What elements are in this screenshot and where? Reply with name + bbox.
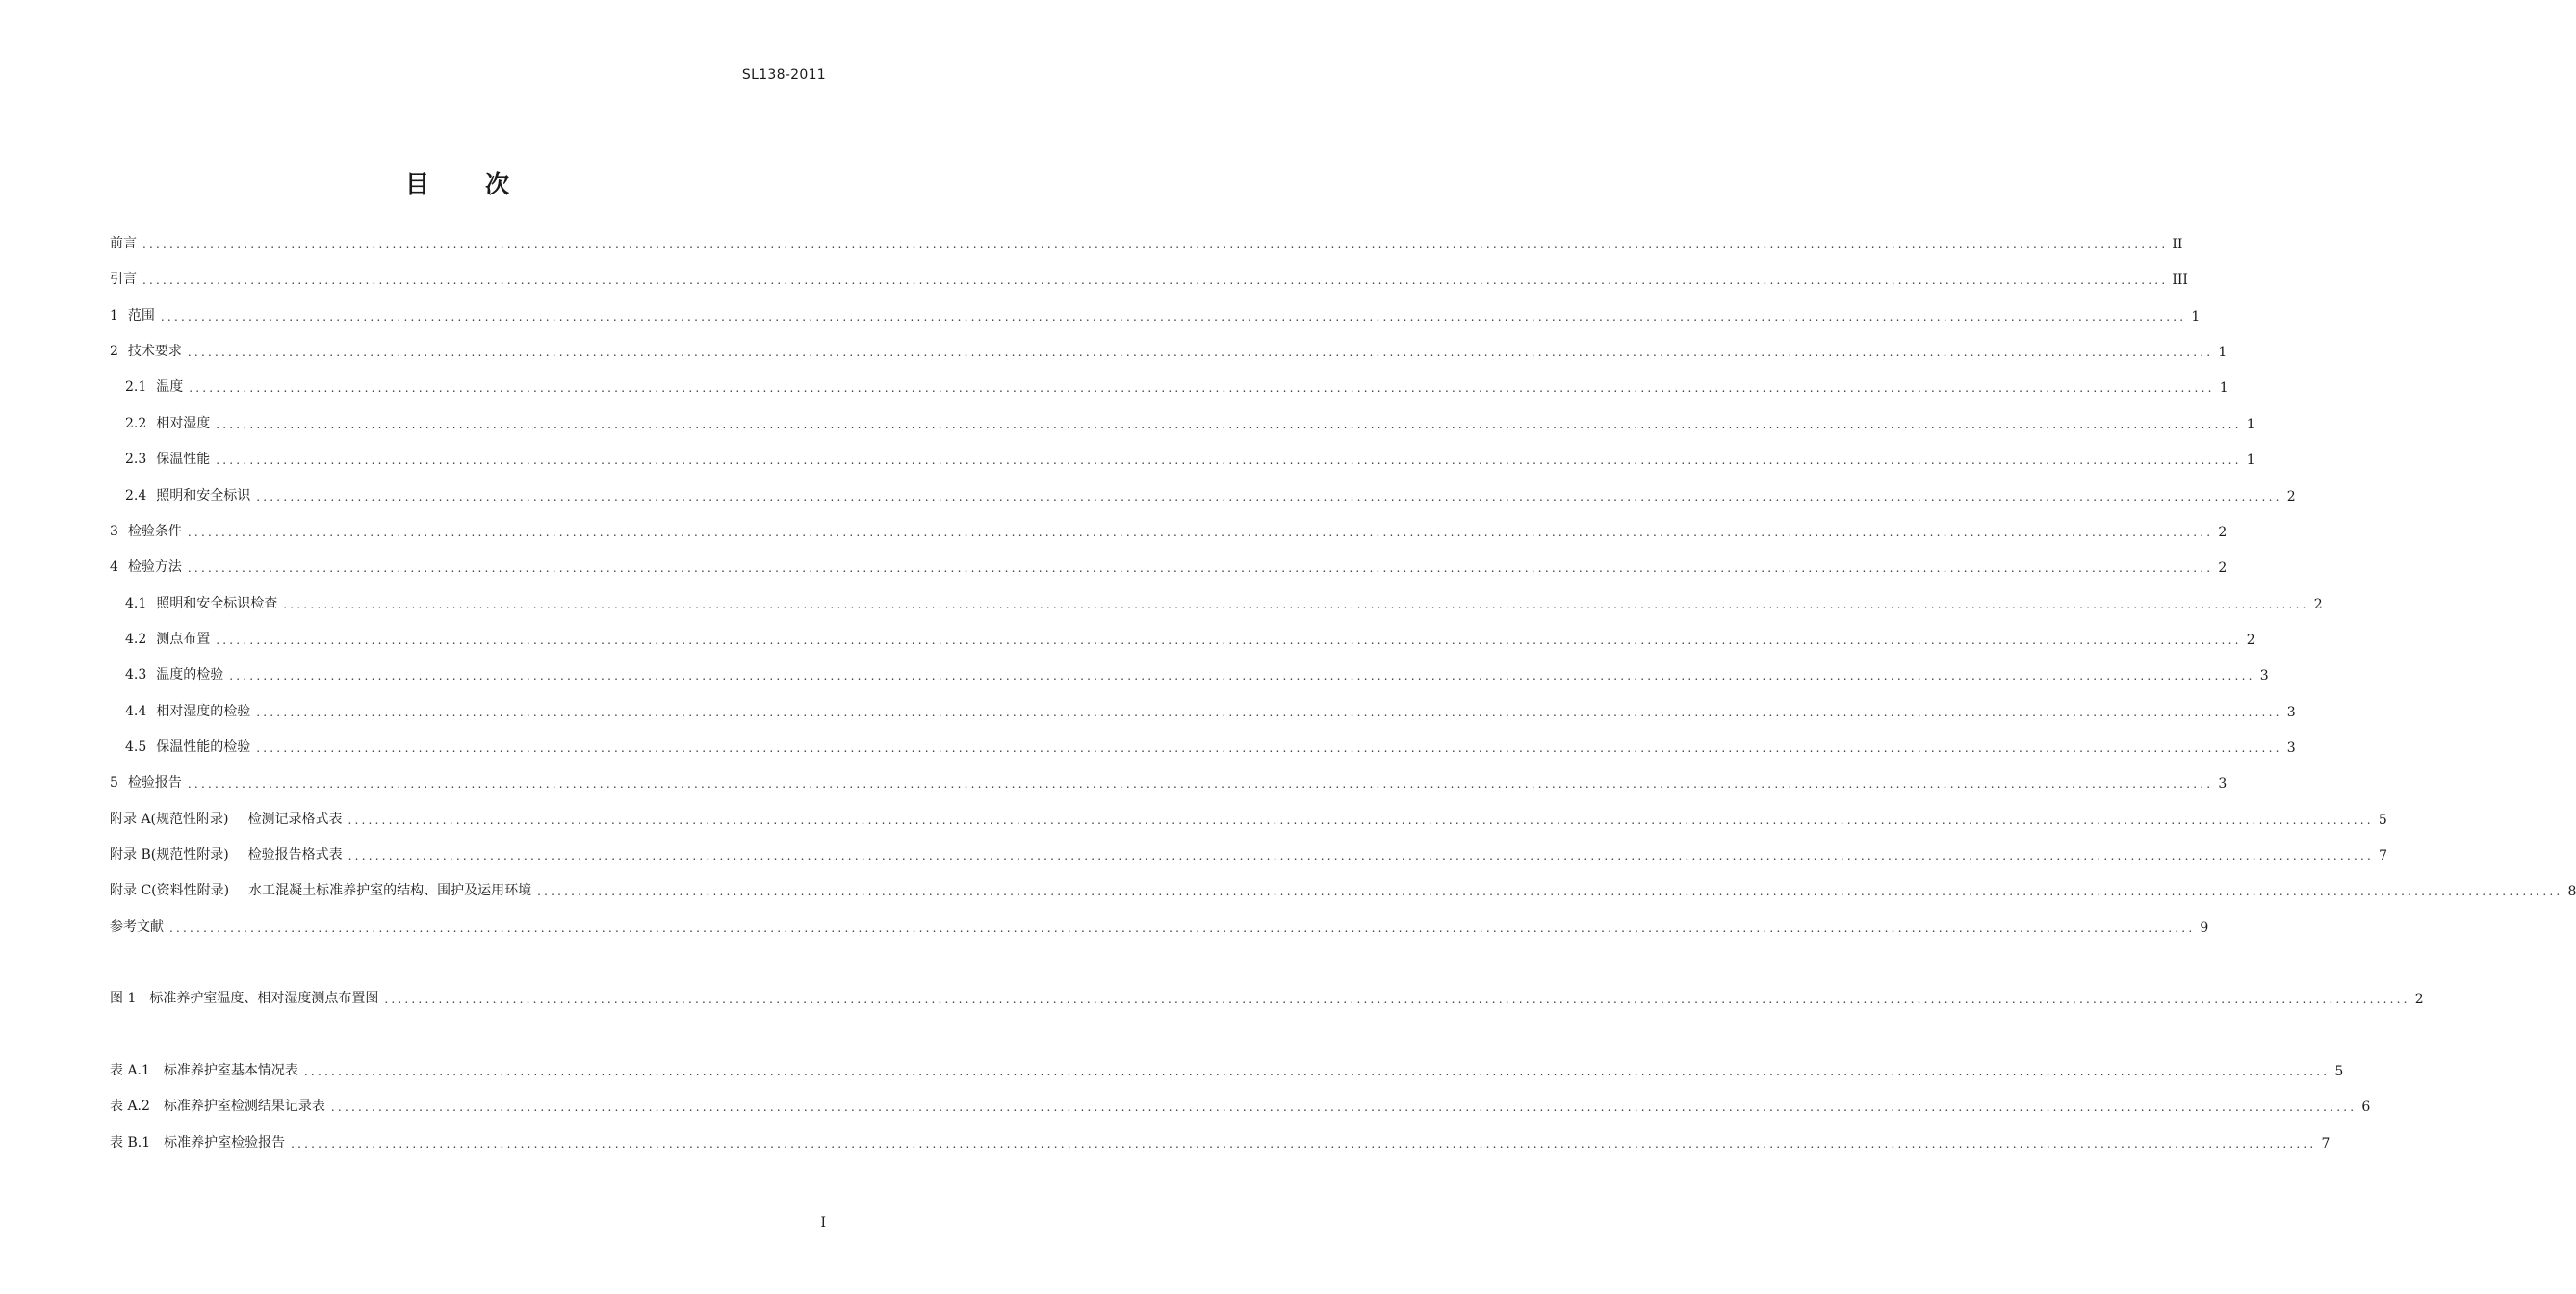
title-char-right: 次 (485, 170, 510, 198)
toc-page-number: III (2172, 272, 2188, 288)
leader-dots: ............................................................................................................................................................................................................................................................................................................ (291, 1137, 2317, 1151)
toc-entry[interactable]: 2.3 保温性能 ............................................................................................................................................................................................................................................................................................................ 1 (125, 452, 2255, 468)
toc-page-number: 3 (2259, 668, 2269, 684)
toc-entry[interactable]: 附录 C(资料性附录) 水工混凝土标准养护室的结构、围护及运用环境 ............................................................................................................................................................................................................................................................................................................ 8 (110, 883, 2576, 899)
leader-dots: ............................................................................................................................................................................................................................................................................................................ (348, 814, 2374, 827)
toc-page-number: 2 (2313, 597, 2323, 612)
toc-page-number: 7 (2379, 848, 2388, 864)
toc-page-number: 6 (2361, 1100, 2371, 1115)
leader-dots: ............................................................................................................................................................................................................................................................................................................ (142, 273, 2169, 287)
toc-entry[interactable]: 2 技术要求 ............................................................................................................................................................................................................................................................................................................ 1 (110, 344, 2228, 360)
toc-entry[interactable]: 前言 ............................................................................................................................................................................................................................................................................................................ II (110, 236, 2183, 252)
toc-entry[interactable]: 2.1 温度 ............................................................................................................................................................................................................................................................................................................ 1 (125, 379, 2228, 396)
toc-page-number: 3 (2218, 776, 2228, 791)
toc-page-number: 1 (2191, 309, 2201, 324)
toc-entry[interactable]: 附录 B(规范性附录) 检验报告格式表 ............................................................................................................................................................................................................................................................................................................ 7 (110, 847, 2388, 864)
leader-dots: ............................................................................................................................................................................................................................................................................................................ (169, 921, 2196, 935)
page-title (0, 166, 914, 200)
toc-entry[interactable]: 4.3 温度的检验 ............................................................................................................................................................................................................................................................................................................ 3 (125, 667, 2269, 684)
toc-entry[interactable]: 3 检验条件 ............................................................................................................................................................................................................................................................................................................ 2 (110, 524, 2228, 540)
toc-entry[interactable]: 4.2 测点布置 ............................................................................................................................................................................................................................................................................................................ 2 (125, 632, 2255, 648)
toc-page-number: 2 (2414, 992, 2424, 1007)
toc-page-number: 9 (2200, 920, 2209, 936)
toc-entry[interactable]: 参考文献 ............................................................................................................................................................................................................................................................................................................ 9 (110, 919, 2209, 936)
leader-dots: ............................................................................................................................................................................................................................................................................................................ (537, 885, 2563, 898)
leader-dots: ............................................................................................................................................................................................................................................................................................................ (160, 310, 2187, 324)
toc-page-number: 3 (2286, 705, 2296, 720)
toc-page-number: 5 (2378, 813, 2387, 828)
leader-dots: ............................................................................................................................................................................................................................................................................................................ (216, 634, 2242, 647)
toc-page-number: 3 (2286, 740, 2296, 756)
leader-dots: ............................................................................................................................................................................................................................................................................................................ (187, 526, 2214, 539)
toc-entry[interactable]: 2.2 相对湿度 ............................................................................................................................................................................................................................................................................................................ 1 (125, 416, 2255, 432)
toc-entry[interactable]: 5 检验报告 ............................................................................................................................................................................................................................................................................................................ 3 (110, 775, 2228, 791)
toc-entry[interactable]: 4.1 照明和安全标识检查 ............................................................................................................................................................................................................................................................................................................ 2 (125, 596, 2323, 612)
toc-entry[interactable]: 4.5 保温性能的检验 ............................................................................................................................................................................................................................................................................................................ 3 (125, 739, 2296, 756)
leader-dots: ............................................................................................................................................................................................................................................................................................................ (187, 561, 2214, 575)
toc-page-number: 8 (2567, 884, 2576, 899)
toc-page-number: 1 (2246, 453, 2255, 468)
toc-entry[interactable]: 图 1 标准养护室温度、相对湿度测点布置图 ............................................................................................................................................................................................................................................................................................................ 2 (110, 991, 2424, 1007)
leader-dots: ............................................................................................................................................................................................................................................................................................................ (348, 849, 2375, 863)
toc-page-number: 1 (2219, 380, 2228, 396)
leader-dots: ............................................................................................................................................................................................................................................................................................................ (229, 669, 2255, 683)
leader-dots: ............................................................................................................................................................................................................................................................................................................ (256, 741, 2282, 755)
document-code: SL138-2011 (741, 67, 826, 83)
toc-page-number: 2 (2286, 489, 2296, 505)
toc-entry[interactable]: 表 A.2 标准养护室检测结果记录表 ............................................................................................................................................................................................................................................................................................................ 6 (110, 1099, 2371, 1115)
toc-entry[interactable]: 2.4 照明和安全标识 ............................................................................................................................................................................................................................................................................................................ 2 (125, 488, 2296, 505)
leader-dots: ............................................................................................................................................................................................................................................................................................................ (187, 346, 2214, 359)
page-number: I (820, 1215, 826, 1230)
toc-entry[interactable]: 4 检验方法 ............................................................................................................................................................................................................................................................................................................ 2 (110, 559, 2228, 576)
title-char-left: 目 (404, 170, 429, 198)
leader-dots: ............................................................................................................................................................................................................................................................................................................ (256, 490, 2282, 504)
toc-page-number: 1 (2246, 417, 2255, 432)
leader-dots: ............................................................................................................................................................................................................................................................................................................ (303, 1065, 2331, 1078)
toc-entry[interactable]: 4.4 相对湿度的检验 ............................................................................................................................................................................................................................................................................................................ 3 (125, 704, 2296, 720)
leader-dots: ............................................................................................................................................................................................................................................................................................................ (256, 706, 2282, 719)
toc-entry[interactable]: 引言 ............................................................................................................................................................................................................................................................................................................ III (110, 272, 2188, 288)
toc-page-number: 5 (2334, 1064, 2344, 1079)
toc-page-number: 2 (2218, 560, 2228, 576)
leader-dots: ............................................................................................................................................................................................................................................................................................................ (187, 777, 2214, 790)
leader-dots: ............................................................................................................................................................................................................................................................................................................ (384, 993, 2410, 1006)
toc-entry[interactable]: 附录 A(规范性附录) 检测记录格式表 ............................................................................................................................................................................................................................................................................................................ 5 (110, 812, 2387, 828)
toc-page-number: II (2172, 237, 2183, 252)
toc-entry[interactable]: 表 B.1 标准养护室检验报告 ............................................................................................................................................................................................................................................................................................................ 7 (110, 1135, 2331, 1152)
leader-dots: ............................................................................................................................................................................................................................................................................................................ (216, 453, 2242, 467)
toc-page-number: 2 (2218, 525, 2228, 540)
leader-dots: ............................................................................................................................................................................................................................................................................................................ (330, 1100, 2357, 1114)
leader-dots: ............................................................................................................................................................................................................................................................................................................ (216, 418, 2242, 431)
leader-dots: ............................................................................................................................................................................................................................................................................................................ (283, 598, 2309, 611)
toc-entry[interactable]: 表 A.1 标准养护室基本情况表 ............................................................................................................................................................................................................................................................................................................ 5 (110, 1063, 2344, 1079)
leader-dots: ............................................................................................................................................................................................................................................................................................................ (142, 238, 2169, 251)
leader-dots: ............................................................................................................................................................................................................................................................................................................ (189, 381, 2215, 395)
toc-page-number: 2 (2246, 633, 2255, 648)
toc-entry[interactable]: 1 范围 ............................................................................................................................................................................................................................................................................................................ 1 (110, 308, 2201, 324)
toc-page-number: 1 (2218, 345, 2228, 360)
toc-page-number: 7 (2321, 1136, 2331, 1152)
